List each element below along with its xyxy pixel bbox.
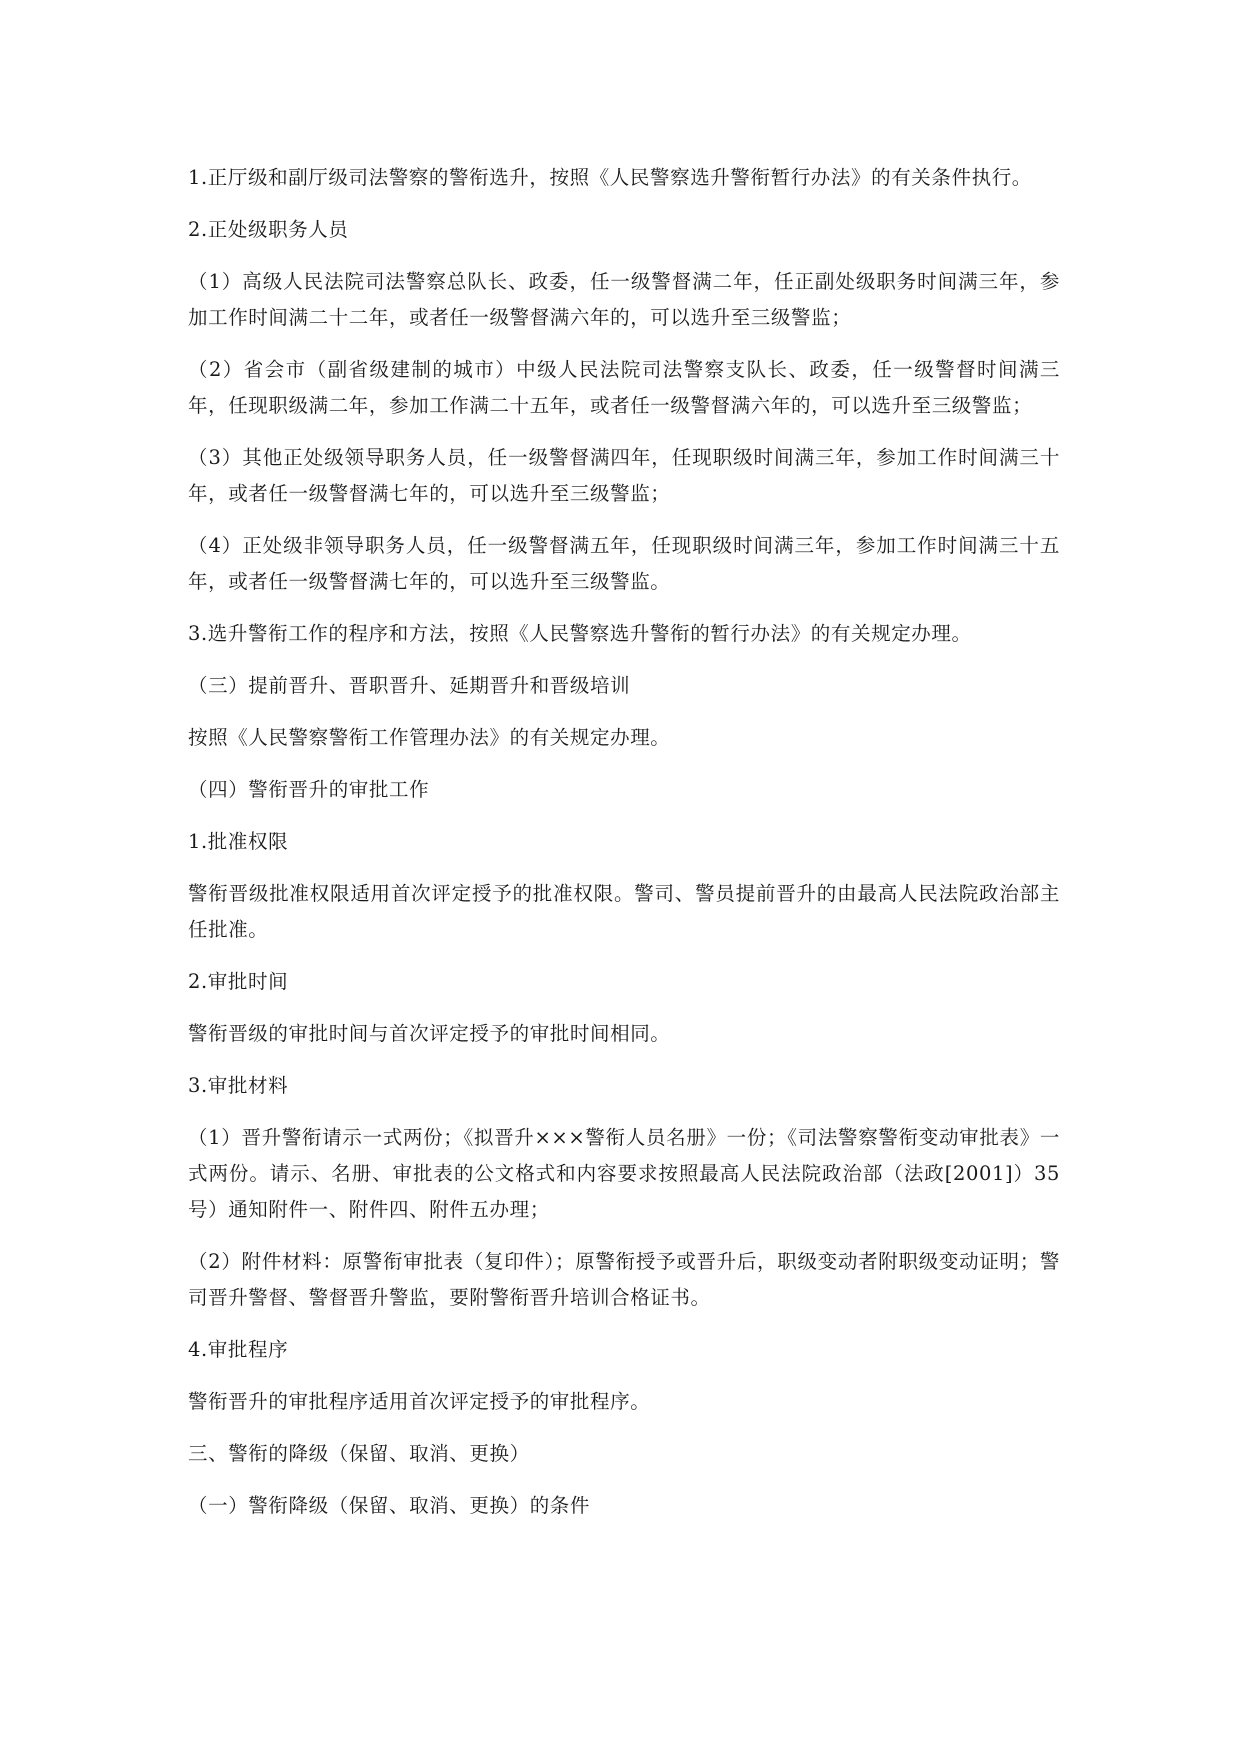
paragraph-11: 1.批准权限 [188, 830, 289, 853]
paragraph-2: 2.正处级职务人员 [188, 218, 349, 241]
paragraph-20: 三、警衔的降级（保留、取消、更换） [188, 1442, 530, 1465]
paragraph-10: （四）警衔晋升的审批工作 [188, 778, 430, 801]
paragraph-18: 4.审批程序 [188, 1338, 289, 1361]
paragraph-6: （4）正处级非领导职务人员，任一级警督满五年，任现职级时间满三年，参加工作时间满三十五年，或者任一级警督满七年的，可以选升至三级警监。 [188, 534, 1060, 593]
paragraph-13: 2.审批时间 [188, 970, 289, 993]
paragraph-7: 3.选升警衔工作的程序和方法，按照《人民警察选升警衔的暂行办法》的有关规定办理。 [188, 622, 972, 645]
paragraph-16: （1）晋升警衔请示一式两份；《拟晋升×××警衔人员名册》一份；《司法警察警衔变动审批表》一式两份。请示、名册、审批表的公文格式和内容要求按照最高人民法院政治部（法政[2001]）35 号）通知附件一、附件四、附件五办理； [188, 1126, 1060, 1221]
paragraph-9: 按照《人民警察警衔工作管理办法》的有关规定办理。 [188, 726, 671, 749]
paragraph-3: （1）高级人民法院司法警察总队长、政委，任一级警督满二年，任正副处级职务时间满三年，参加工作时间满二十二年，或者任一级警督满六年的，可以选升至三级警监； [188, 270, 1060, 329]
paragraph-4: （2）省会市（副省级建制的城市）中级人民法院司法警察支队长、政委，任一级警督时间满三年，任现职级满二年，参加工作满二十五年，或者任一级警督满六年的，可以选升至三级警监； [188, 358, 1060, 417]
paragraph-17: （2）附件材料：原警衔审批表（复印件）；原警衔授予或晋升后，职级变动者附职级变动证明；警司晋升警督、警督晋升警监，要附警衔晋升培训合格证书。 [188, 1250, 1060, 1309]
paragraph-12: 警衔晋级批准权限适用首次评定授予的批准权限。警司、警员提前晋升的由最高人民法院政治部主任批准。 [188, 882, 1060, 941]
paragraph-19: 警衔晋升的审批程序适用首次评定授予的审批程序。 [188, 1390, 651, 1413]
paragraph-1: 1.正厅级和副厅级司法警察的警衔选升，按照《人民警察选升警衔暂行办法》的有关条件执行。 [188, 166, 1032, 189]
paragraph-8: （三）提前晋升、晋职晋升、延期晋升和晋级培训 [188, 674, 631, 697]
paragraph-14: 警衔晋级的审批时间与首次评定授予的审批时间相同。 [188, 1022, 671, 1045]
paragraph-21: （一）警衔降级（保留、取消、更换）的条件 [188, 1494, 591, 1517]
paragraph-15: 3.审批材料 [188, 1074, 289, 1097]
document-body [188, 160, 1060, 1540]
paragraph-5: （3）其他正处级领导职务人员，任一级警督满四年，任现职级时间满三年，参加工作时间满三十年，或者任一级警督满七年的，可以选升至三级警监； [188, 446, 1060, 505]
